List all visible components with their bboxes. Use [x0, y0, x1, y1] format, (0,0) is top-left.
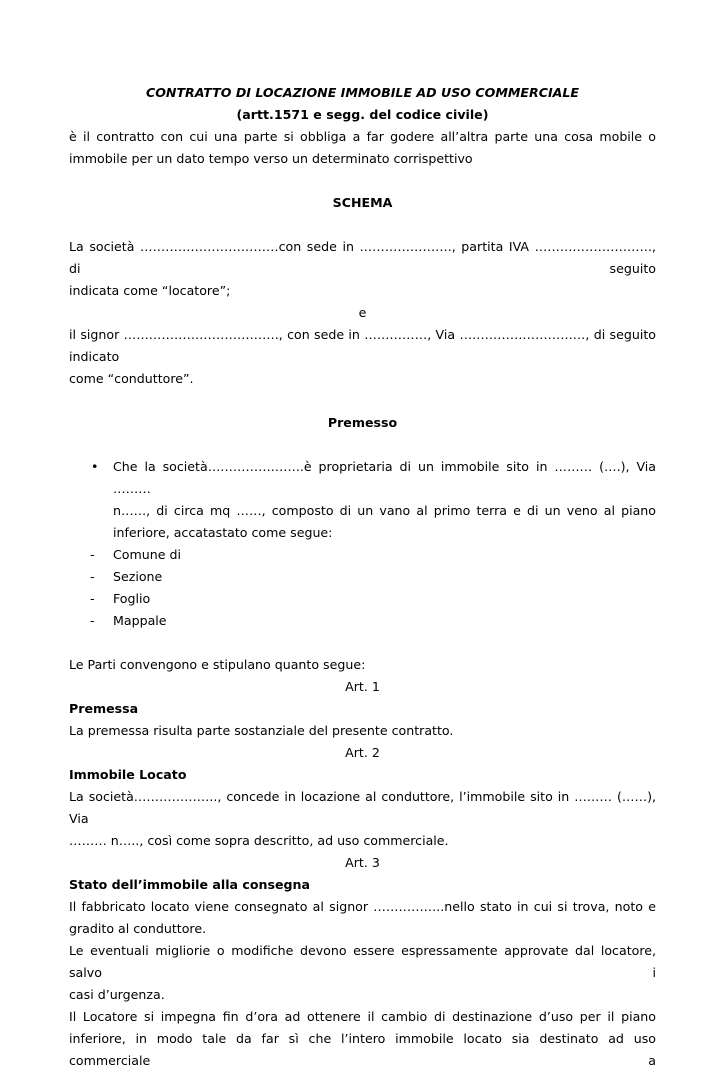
dash-item-label: Mappale: [113, 613, 167, 628]
art3-p2-line-1: Le eventuali migliorie o modifiche devono essere espressamente approvate dal locatore, salvo i: [69, 943, 656, 980]
art1-label: Art. 1: [345, 679, 380, 694]
dash-item-label: Sezione: [113, 569, 163, 584]
conduttore-line-2: come “conduttore”.: [69, 371, 194, 386]
bullet-line-2: n……, di circa mq ……, composto di un vano al primo terra e di un veno al piano: [113, 503, 656, 518]
dash-item-mappale: [69, 610, 656, 632]
dash-icon: -: [90, 569, 95, 584]
art2-line-1: La società……………….., concede in locazione al conduttore, l’immobile sito in ……… (……), Via: [69, 789, 656, 826]
art3-p2-line-2: casi d’urgenza.: [69, 987, 165, 1002]
document-title: CONTRATTO DI LOCAZIONE IMMOBILE AD USO COMMERCIALE: [145, 85, 580, 100]
dash-icon: -: [90, 547, 95, 562]
art2-heading: Immobile Locato: [69, 767, 187, 782]
art3-p3-line-2: inferiore, in modo tale da far sì che l’intero immobile locato sia destinato ad uso commerciale a: [69, 1031, 656, 1068]
dash-item-label: Foglio: [113, 591, 151, 606]
intro-line-2: immobile per un dato tempo verso un determinato corrispettivo: [69, 151, 473, 166]
dash-icon: -: [90, 613, 95, 628]
premesso-bullet-item: [69, 456, 656, 544]
bullet-line-1: Che la società…………………..è proprietaria di un immobile sito in ……… (….), Via ………: [113, 459, 656, 496]
dash-item-label: Comune di: [113, 547, 181, 562]
locatore-line-1: La società ……………………………con sede in …………………., partita IVA ………………………., di seguito: [69, 239, 656, 276]
locatore-line-2: indicata come “locatore”;: [69, 283, 231, 298]
bullet-icon: •: [91, 459, 99, 474]
art3-p1-line-2: gradito al conduttore.: [69, 921, 207, 936]
art3-p1-line-1: Il fabbricato locato viene consegnato al signor ……………..nello stato in cui si trova, noto e: [69, 899, 656, 914]
dash-item-foglio: [69, 588, 656, 610]
art3-label: Art. 3: [345, 855, 380, 870]
conjunction-e: e: [358, 305, 367, 320]
conduttore-line-1: il signor ………………………………., con sede in ……………, Via …………………………, di seguito indicato: [69, 327, 656, 364]
dash-icon: -: [90, 591, 95, 606]
art1-heading: Premessa: [69, 701, 139, 716]
dash-item-comune: [69, 544, 656, 566]
art2-line-2: ……… n….., così come sopra descritto, ad uso commerciale.: [69, 833, 449, 848]
parti-convengono: Le Parti convengono e stipulano quanto segue:: [69, 657, 366, 672]
schema-heading: SCHEMA: [332, 195, 393, 210]
art3-heading: Stato dell’immobile alla consegna: [69, 877, 311, 892]
document-page: [69, 82, 656, 1072]
bullet-line-3: inferiore, accatastato come segue:: [113, 525, 333, 540]
art1-line-1: La premessa risulta parte sostanziale del presente contratto.: [69, 723, 454, 738]
premesso-heading: Premesso: [327, 415, 398, 430]
dash-item-sezione: [69, 566, 656, 588]
art2-label: Art. 2: [345, 745, 380, 760]
art3-p3-line-1: Il Locatore si impegna fin d’ora ad ottenere il cambio di destinazione d’uso per il piano: [69, 1009, 656, 1024]
intro-line-1: è il contratto con cui una parte si obbliga a far godere all’altra parte una cosa mobile o: [69, 129, 656, 144]
document-subtitle: (artt.1571 e segg. del codice civile): [236, 107, 489, 122]
